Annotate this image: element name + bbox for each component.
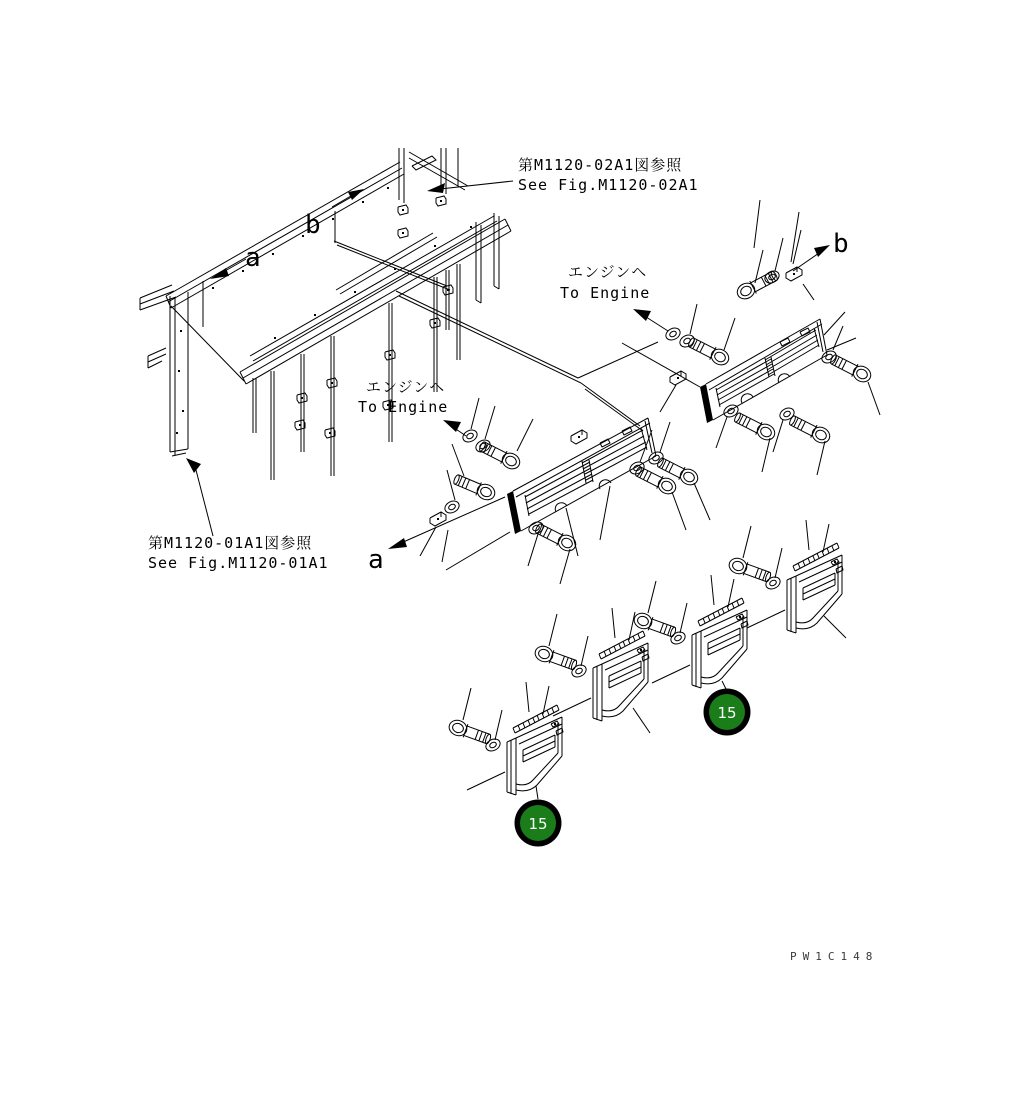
mounting-clip <box>786 267 802 281</box>
washer <box>443 499 461 516</box>
see-fig-top-jp: 第M1120-02A1図参照 <box>518 156 683 174</box>
view-label-b: b <box>833 229 849 259</box>
cross-brace <box>334 233 450 294</box>
to-engine-en: To Engine <box>358 398 449 416</box>
view-label-b: b <box>305 210 321 240</box>
middle-clamp-assembly <box>420 398 710 584</box>
hex-bolt <box>686 335 731 368</box>
see-fig-top-leader <box>427 181 513 193</box>
view-arrow-b-right <box>793 229 849 271</box>
hex-bolt <box>787 413 832 446</box>
hanging-straps <box>253 264 460 480</box>
callout-15-lower-label: 15 <box>528 815 548 833</box>
to-engine-jp: エンジンヘ <box>568 263 648 281</box>
to-engine-en: To Engine <box>560 284 651 302</box>
washer <box>778 406 796 423</box>
mounting-clip <box>571 430 587 444</box>
see-fig-left-jp: 第M1120-01A1図参照 <box>148 534 313 552</box>
to-engine-upper <box>560 263 668 331</box>
bracket-assembly-3 <box>632 575 748 689</box>
front-rail <box>240 219 511 384</box>
washer <box>664 326 682 343</box>
washer <box>722 403 740 420</box>
hex-bolt <box>477 439 522 472</box>
to-engine-jp: エンジンヘ <box>366 378 446 396</box>
deck-left-edge <box>171 306 244 381</box>
hex-bolt <box>533 521 578 554</box>
callout-15-upper[interactable] <box>704 689 751 736</box>
see-fig-top-en: See Fig.M1120-02A1 <box>518 176 699 194</box>
see-fig-left-leader <box>186 458 213 536</box>
see-fig-left-en: See Fig.M1120-01A1 <box>148 554 329 572</box>
callout-15-upper-label: 15 <box>717 704 737 722</box>
bracket-assembly-1 <box>447 682 563 799</box>
see-fig-top-note <box>518 156 699 194</box>
drawing-code-watermark: PW1C148 <box>790 950 879 963</box>
washer <box>461 428 479 445</box>
view-arrow-a-mid <box>368 497 505 575</box>
hex-bolt <box>828 352 873 385</box>
see-fig-left-note <box>148 534 329 572</box>
bracket-assembly-4 <box>727 520 846 638</box>
back-rail <box>166 162 404 308</box>
view-label-a: a <box>245 243 261 273</box>
hex-bolt <box>732 410 777 443</box>
hex-bolt <box>452 472 497 503</box>
to-engine-lower <box>358 378 466 436</box>
view-label-a: a <box>368 545 384 575</box>
callout-15-lower[interactable] <box>515 800 562 847</box>
